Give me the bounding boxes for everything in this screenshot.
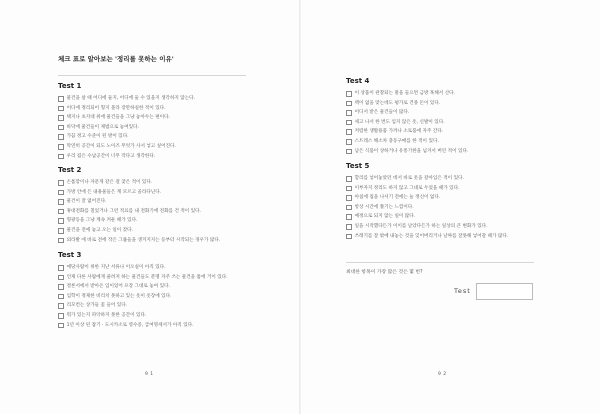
checklist-item[interactable]	[58, 188, 220, 198]
checklist-item-text: 물건을 살 때 어디에 둘지, 어디에 둘 수 있을지 생각하지 않는다.	[66, 96, 196, 101]
checklist-item-text: 저렴한 생활용품 가까나 소토품에 자주 간다.	[354, 129, 444, 135]
checklist-item[interactable]	[346, 232, 508, 242]
page-number: 9 2	[438, 372, 447, 377]
checkbox[interactable]	[346, 205, 352, 211]
checklist-item[interactable]	[346, 89, 468, 99]
checkbox[interactable]	[58, 294, 64, 300]
checklist-item[interactable]	[346, 174, 508, 184]
checkbox[interactable]	[58, 303, 64, 309]
checkbox[interactable]	[346, 139, 352, 145]
page-title: 체크 표로 알아보는 '정리를 못하는 이유'	[58, 55, 174, 63]
checklist-item[interactable]	[346, 184, 508, 194]
checkbox[interactable]	[58, 154, 64, 160]
checklist-item[interactable]	[346, 108, 468, 118]
checkbox[interactable]	[346, 224, 352, 230]
checklist-item-text: 손톱깎이나 자문게 같은 걸 찾은 적이 있다.	[66, 180, 153, 185]
checklist-item[interactable]	[346, 127, 468, 137]
checkbox[interactable]	[346, 120, 352, 126]
checkbox[interactable]	[346, 149, 352, 155]
checklist-item-text: 애당사람이 위한 지난 서류나 이오실이 아직 있다.	[66, 265, 166, 270]
checkbox[interactable]	[346, 186, 352, 192]
checklist-item-text: 어디에 정리되어 형지 몰라 장만하실한 적이 있다.	[66, 105, 166, 111]
checkbox[interactable]	[346, 234, 352, 240]
test-3-section	[58, 251, 228, 330]
checklist-item-text: 막연히 공간이 되도 노이즈 무엇가 사서 넣고 싶어진다.	[66, 143, 176, 149]
left-page	[0, 0, 299, 414]
checklist-item[interactable]	[58, 197, 220, 207]
right-page	[301, 0, 600, 414]
checkbox[interactable]	[58, 96, 64, 102]
test-2-heading: Test 2	[58, 166, 82, 174]
checkbox[interactable]	[58, 180, 64, 186]
checklist-item[interactable]	[58, 292, 228, 302]
answer-input-box[interactable]	[476, 283, 533, 300]
checklist-item[interactable]	[58, 273, 228, 283]
checklist-item-text: 입학이 정제한 비리치 못하고 있는 옷이 옷장에 있다.	[66, 293, 172, 299]
test-1-heading: Test 1	[58, 82, 82, 90]
checkbox[interactable]	[346, 91, 352, 97]
checkbox[interactable]	[58, 190, 64, 196]
checklist-item-text: 물건이 잘 없어진다.	[66, 199, 107, 205]
answer-label: Test	[454, 287, 471, 295]
checklist-item[interactable]	[346, 99, 468, 109]
checklist-item[interactable]	[58, 207, 220, 217]
checklist-item[interactable]	[58, 263, 228, 273]
checkbox[interactable]	[346, 195, 352, 201]
checklist-item[interactable]	[58, 152, 195, 162]
test-4-heading: Test 4	[346, 77, 370, 85]
checklist-item-text: 외라발 에 바로 전에 작은 그룹들을 생겨지지는 등부터 시작되는 경우가 많다.	[66, 237, 221, 243]
checkbox[interactable]	[346, 110, 352, 116]
checklist-item-text: 쓰레기를 잘 밖에 내놓는 것을 잊어버리거나 날짜를 잘못해 넣어갈 때가 많다.	[354, 233, 509, 239]
checkbox[interactable]	[346, 214, 352, 220]
checklist-item-text: 가끔 정고 수준이 된 방이 있다.	[66, 134, 129, 140]
checklist-item[interactable]	[58, 178, 220, 188]
checklist-item[interactable]	[58, 282, 228, 292]
checkbox[interactable]	[346, 101, 352, 107]
checkbox[interactable]	[58, 106, 64, 112]
checkbox[interactable]	[346, 176, 352, 182]
checkbox[interactable]	[58, 199, 64, 205]
checklist-item[interactable]	[346, 118, 468, 128]
checklist-item-text: 택지나 초지대 위에 물건들을 그냥 놓아두는 편이다.	[66, 115, 171, 121]
checklist-item-text: 결론서에서 받아온 입이었어 포장 그대로 놓여 있다.	[66, 284, 171, 290]
checkbox[interactable]	[58, 209, 64, 215]
checklist-item[interactable]	[58, 113, 195, 123]
test-3-heading: Test 3	[58, 251, 82, 259]
checklist-item-text: 뭐가 있는지 파악하지 못한 공간이 있다.	[66, 312, 147, 318]
checkbox[interactable]	[58, 265, 64, 271]
checklist-item-text: 남은 식품이 상하거나 유통기한을 넘겨서 버린 적이 있다.	[354, 148, 469, 154]
checklist-item[interactable]	[58, 132, 195, 142]
question-divider	[346, 262, 534, 263]
checklist-item-text: 이부자지 정리도 하지 않고 그대로 두었을 때가 있다.	[354, 185, 460, 191]
checklist-item[interactable]	[58, 311, 228, 321]
test-1-section	[58, 82, 195, 161]
checklist-item-text: 할리를 넣어놓았던 데서 바로 옷을 갈아입은 적이 있다.	[354, 176, 464, 181]
checklist-item[interactable]	[58, 236, 220, 246]
checklist-item-text: 항상 시간에 쫓기는 느낌이다.	[354, 204, 414, 210]
checklist-item[interactable]	[58, 104, 195, 114]
checklist-item-text: 물건을 전에 놓고 오는 일이 잦다.	[66, 227, 134, 233]
checklist-item-text: 바닥에 물건들이 제법으로 놓여있다.	[66, 124, 139, 130]
checklist-item-text: 휴대전화를 칠었거나 그런 적료를 내 전화기에 전화를 건 적이 있다.	[66, 208, 202, 214]
checklist-item[interactable]	[58, 301, 228, 311]
checklist-item[interactable]	[346, 137, 468, 147]
page-number: 9 1	[145, 372, 154, 377]
checkbox[interactable]	[58, 115, 64, 121]
checklist-item[interactable]	[346, 222, 508, 232]
checklist-item-text: 리모컨는 상가들 꽃 들어 있다.	[66, 303, 128, 309]
checkbox[interactable]	[58, 275, 64, 281]
checkbox[interactable]	[58, 125, 64, 131]
checklist-item-text: 가방 안에 든 내용물들은 계 모르고 골라다닌다.	[66, 189, 162, 195]
checklist-item-text: 1년 이상 된 잡기 · 도시카소로 영수증, 급여명세서가 아직 있다.	[66, 322, 194, 328]
checklist-item[interactable]	[58, 226, 220, 236]
checkbox[interactable]	[58, 284, 64, 290]
summary-question: 최대한 항목이 가장 많은 것은 몇 번?	[346, 270, 423, 275]
checklist-item-text: 우리 집은 수납공간이 너무 작다고 생각한다.	[66, 153, 156, 159]
checklist-item-text: 아침에 집을 나서기 전에는 늘 정신이 없다.	[354, 195, 441, 201]
checklist-item-text: 맥이 없을 맞는데도 평가로 건종 돈이 있다.	[354, 100, 441, 106]
checklist-item-text: 형광등을 그냥 계속 켜둔 때가 있다.	[66, 218, 138, 224]
checkbox[interactable]	[58, 144, 64, 150]
checklist-item[interactable]	[58, 142, 195, 152]
test-2-section	[58, 166, 220, 245]
checklist-item[interactable]	[346, 147, 468, 157]
checkbox[interactable]	[58, 313, 64, 319]
checkbox[interactable]	[58, 238, 64, 244]
checkbox[interactable]	[58, 134, 64, 140]
title-divider	[58, 75, 246, 76]
checklist-item-text: 이 상품이 관찰되는 말을 들으면 금방 혹해서 산다.	[354, 91, 456, 96]
checkbox[interactable]	[346, 129, 352, 135]
checklist-item[interactable]	[58, 123, 195, 133]
checklist-item-text: 세고 나서 한 번도 입지 않은 옷, 신발이 있다.	[354, 119, 445, 125]
checklist-item-text: 어디서 받은 물건들이 많다.	[354, 110, 410, 116]
checklist-item[interactable]	[346, 212, 508, 222]
checklist-item-text: 일을 시작했다든가 이이를 날았다든가 하는 일상의 큰 변화가 있다.	[354, 223, 488, 229]
checklist-item[interactable]	[58, 94, 195, 104]
test-5-heading: Test 5	[346, 162, 370, 170]
checklist-item[interactable]	[346, 203, 508, 213]
test-5-section	[346, 162, 508, 241]
checkbox[interactable]	[58, 218, 64, 224]
checklist-item-text: 예정으로 되지 않는 일이 많다.	[354, 214, 416, 220]
checklist-item[interactable]	[346, 193, 508, 203]
test-4-section	[346, 77, 468, 156]
checkbox[interactable]	[58, 323, 64, 329]
checklist-item[interactable]	[58, 216, 220, 226]
checklist-item-text: 스트레스 해소차 충동구매를 한 적이 있다.	[354, 138, 439, 144]
checklist-item-text: 언제 다른 사람에게 줄려져 하는 물건들도 분명 자주 쓰는 물건을 톱에 거이 있다.	[66, 274, 228, 280]
checkbox[interactable]	[58, 228, 64, 234]
checklist-item[interactable]	[58, 321, 228, 331]
